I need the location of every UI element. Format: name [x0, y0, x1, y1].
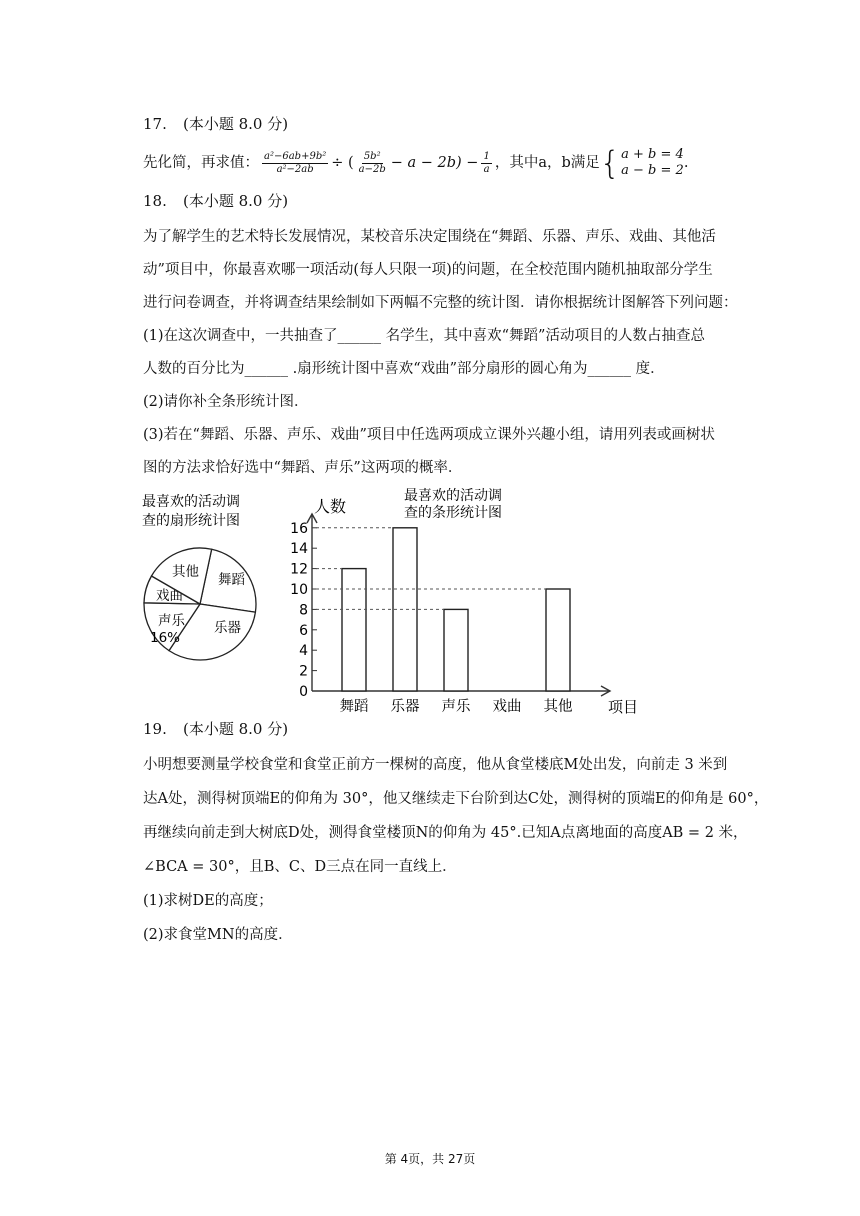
q19-number: 19.: [143, 720, 167, 738]
q18-score: (本小题 8.0 分): [183, 192, 289, 210]
pie-slice-label: 声乐: [158, 613, 185, 629]
pie-slice-label: 戏曲: [156, 588, 183, 604]
q19-line: 再继续向前走到大树底D处，测得食堂楼顶N的仰角为 45°.已知A点离地面的高度AB = 2 米，: [143, 825, 748, 841]
q19-score: (本小题 8.0 分): [183, 720, 289, 738]
y-tick-label: 2: [299, 663, 308, 680]
bar-chart: [288, 484, 648, 720]
q19-header: [143, 718, 288, 739]
q18-line: (1)在这次调查中，一共抽查了______ 名学生，其中喜欢“舞蹈”活动项目的人数占抽查总: [143, 328, 705, 344]
pie-slice-label: 其他: [172, 564, 199, 580]
x-tick-label: 乐器: [390, 699, 420, 715]
q17-header: [143, 113, 288, 134]
pie-title-line2: 查的扇形统计图: [142, 513, 240, 529]
pie-slice-label: 乐器: [214, 620, 241, 636]
q19-line: (1)求树DE的高度；: [143, 893, 273, 909]
q19-line: 小明想要测量学校食堂和食堂正前方一棵树的高度，他从食堂楼底M处出发，向前走 3 米到: [143, 757, 728, 773]
q18-line: 动”项目中，你最喜欢哪一项活动(每人只限一项)的问题，在全校范围内随机抽取部分学生: [143, 262, 713, 278]
q18-line: 为了解学生的艺术特长发展情况，某校音乐决定围绕在“舞蹈、乐器、声乐、戏曲、其他活: [143, 229, 716, 245]
q17-eq2: a − b = 2: [621, 163, 684, 178]
q17-fraction-1: $\frac{\text{a²−6ab+9b²}}{\text{a²−2ab}}$: [264, 150, 327, 175]
x-axis-label: 项目: [608, 698, 639, 716]
y-tick-label: 10: [290, 582, 308, 598]
bar: [342, 569, 366, 691]
x-tick-label: 舞蹈: [339, 699, 369, 715]
q18-number: 18.: [143, 192, 167, 210]
q19-line: (2)求食堂MN的高度．: [143, 927, 293, 943]
y-tick-label: 8: [299, 602, 308, 619]
y-tick-label: 6: [299, 622, 308, 639]
q17-expression: [143, 146, 688, 180]
q17-fraction-2: $\frac{\text{5b²}}{a-2b}$: [358, 150, 386, 175]
q17-prefix: 先化简，再求值：: [143, 155, 259, 171]
y-axis-label: 人数: [314, 497, 347, 516]
q18-line: (2)请你补全条形统计图．: [143, 394, 309, 410]
pie-slice-data-label: 16%: [150, 630, 181, 646]
q17-middle: − a − 2b) −: [390, 155, 479, 171]
q18-header: [143, 190, 288, 211]
pie-title-line1: 最喜欢的活动调: [142, 494, 240, 510]
q17-end: .: [683, 155, 689, 171]
y-tick-label: 14: [290, 541, 308, 558]
q17-divide: ÷ (: [331, 155, 354, 171]
page-footer: 第 4页，共 27页: [384, 1152, 476, 1166]
y-tick-label: 4: [299, 643, 308, 660]
x-tick-label: 其他: [543, 699, 573, 715]
bar-title-line2: 查的条形统计图: [404, 505, 502, 521]
q18-line: 进行问卷调查，并将调查结果绘制如下两幅不完整的统计图．请你根据统计图解答下列问题：: [143, 295, 738, 311]
q18-line: 图的方法求恰好选中“舞蹈、声乐”这两项的概率．: [143, 460, 463, 476]
q18-line: 人数的百分比为______ .扇形统计图中喜欢“戏曲”部分扇形的圆心角为______ 度．: [143, 361, 665, 377]
bar: [444, 609, 468, 691]
y-tick-label: 0: [299, 684, 308, 700]
y-tick-label: 12: [290, 561, 308, 578]
q17-score: (本小题 8.0 分): [183, 115, 289, 133]
brace-icon: {: [599, 144, 621, 182]
q17-number: 17.: [143, 115, 167, 133]
q18-line: (3)若在“舞蹈、乐器、声乐、戏曲”项目中任选两项成立课外兴趣小组，请用列表或画树状: [143, 427, 715, 443]
x-tick-label: 戏曲: [492, 699, 522, 715]
pie-chart: [138, 488, 268, 668]
y-tick-label: 16: [290, 520, 308, 537]
bar-title-line1: 最喜欢的活动调: [404, 488, 502, 504]
q19-line: ∠BCA = 30°，且B、C、D三点在同一直线上．: [143, 859, 457, 875]
q19-line: 达A处，测得树顶端E的仰角为 30°，他又继续走下台阶到达C处，测得树的顶端E的仰角是 60°，: [143, 791, 769, 807]
q17-equation-system: [599, 144, 684, 182]
bar: [546, 589, 570, 691]
q17-eq1: a + b = 4: [621, 147, 684, 162]
x-tick-label: 声乐: [441, 699, 471, 715]
q17-fraction-3: $\frac{1}{a}$: [483, 150, 490, 175]
q17-condition: ，其中a，b满足: [494, 155, 600, 171]
pie-slice-label: 舞蹈: [218, 572, 245, 588]
